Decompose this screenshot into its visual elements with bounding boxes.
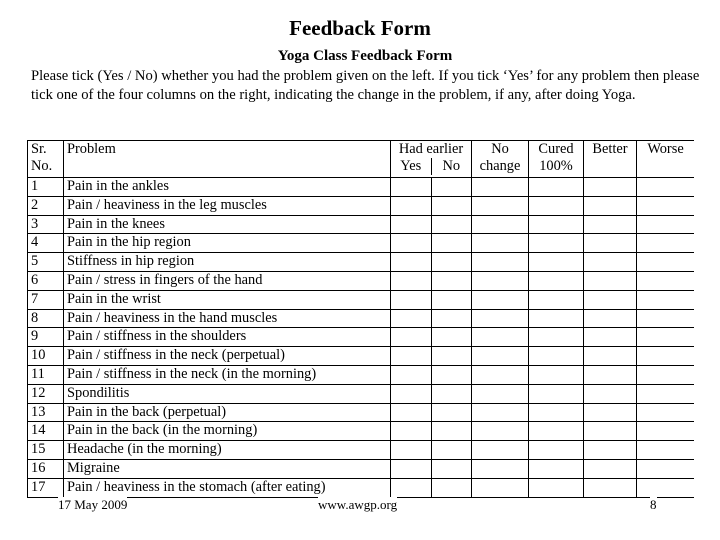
table-header-row (28, 141, 695, 178)
header-no: No (442, 158, 461, 174)
cured-checkbox-cell[interactable] (529, 384, 584, 403)
table-row (28, 178, 695, 197)
no-change-checkbox-cell[interactable] (472, 497, 529, 498)
yes-checkbox-cell[interactable] (391, 478, 432, 497)
worse-checkbox-cell[interactable] (637, 403, 694, 422)
cured-checkbox-cell[interactable] (529, 441, 584, 460)
no-checkbox-cell[interactable] (432, 328, 472, 347)
better-checkbox-cell[interactable] (584, 347, 637, 366)
no-checkbox-cell[interactable] (432, 365, 472, 384)
cured-checkbox-cell[interactable] (529, 271, 584, 290)
yes-checkbox-cell[interactable] (391, 196, 432, 215)
better-checkbox-cell[interactable] (584, 478, 637, 497)
footer-date: 17 May 2009 (58, 497, 127, 517)
worse-checkbox-cell[interactable] (637, 253, 694, 272)
header-had-earlier-label: Had earlier (398, 141, 464, 157)
no-change-checkbox-cell[interactable] (472, 290, 529, 309)
row-number: 6 (28, 271, 64, 290)
row-number: 11 (28, 365, 64, 384)
worse-checkbox-cell[interactable] (637, 459, 694, 478)
cured-checkbox-cell[interactable] (529, 478, 584, 497)
table-row (28, 384, 695, 403)
row-number: 3 (28, 215, 64, 234)
no-change-checkbox-cell[interactable] (472, 365, 529, 384)
header-better: Better (584, 141, 637, 178)
row-problem: Pain in the knees (64, 215, 391, 234)
header-sr-no: Sr. No. (28, 141, 64, 178)
row-number: 5 (28, 253, 64, 272)
yes-checkbox-cell[interactable] (391, 328, 432, 347)
no-change-checkbox-cell[interactable] (472, 215, 529, 234)
no-change-checkbox-cell[interactable] (472, 403, 529, 422)
form-instructions: Please tick (Yes / No) whether you had the problem given on the left. If you tick ‘Yes’ for any problem then please tick one of the four columns on the right, indicating the change in the problem, if any, after doing Yoga. (31, 68, 700, 103)
row-problem: Pain / heaviness in the leg muscles (64, 196, 391, 215)
worse-checkbox-cell[interactable] (637, 215, 694, 234)
no-checkbox-cell[interactable] (432, 234, 472, 253)
table-row (28, 459, 695, 478)
row-number: 9 (28, 328, 64, 347)
better-checkbox-cell[interactable] (584, 215, 637, 234)
row-problem: Pain / stiffness in the neck (perpetual) (64, 347, 391, 366)
header-yes-no (391, 158, 471, 175)
table-row (28, 309, 695, 328)
table-row (28, 403, 695, 422)
no-change-checkbox-cell[interactable] (472, 441, 529, 460)
no-change-checkbox-cell[interactable] (472, 328, 529, 347)
no-change-checkbox-cell[interactable] (472, 178, 529, 197)
worse-checkbox-cell[interactable] (637, 441, 694, 460)
worse-checkbox-cell[interactable] (637, 196, 694, 215)
cured-checkbox-cell[interactable] (529, 290, 584, 309)
worse-checkbox-cell[interactable] (637, 365, 694, 384)
worse-checkbox-cell[interactable] (637, 178, 694, 197)
cured-checkbox-cell[interactable] (529, 196, 584, 215)
no-change-checkbox-cell[interactable] (472, 347, 529, 366)
table-row (28, 196, 695, 215)
row-number: 13 (28, 403, 64, 422)
table-row (28, 234, 695, 253)
no-checkbox-cell[interactable] (432, 441, 472, 460)
row-number: 14 (28, 422, 64, 441)
no-checkbox-cell[interactable] (432, 178, 472, 197)
better-checkbox-cell[interactable] (584, 365, 637, 384)
better-checkbox-cell[interactable] (584, 497, 637, 498)
better-checkbox-cell[interactable] (584, 328, 637, 347)
table-row (28, 215, 695, 234)
row-problem: Pain in the ankles (64, 178, 391, 197)
yes-checkbox-cell[interactable] (391, 384, 432, 403)
footer-site: www.awgp.org (318, 497, 397, 517)
yes-checkbox-cell[interactable] (391, 441, 432, 460)
worse-checkbox-cell[interactable] (637, 478, 694, 497)
worse-checkbox-cell[interactable] (637, 497, 694, 498)
yes-checkbox-cell[interactable] (391, 290, 432, 309)
no-change-checkbox-cell[interactable] (472, 478, 529, 497)
cured-checkbox-cell[interactable] (529, 234, 584, 253)
cured-checkbox-cell[interactable] (529, 253, 584, 272)
yes-checkbox-cell[interactable] (391, 234, 432, 253)
worse-checkbox-cell[interactable] (637, 271, 694, 290)
no-change-checkbox-cell[interactable] (472, 253, 529, 272)
row-problem: Pain in the back (in the morning) (64, 422, 391, 441)
footer-page-number: 8 (650, 497, 657, 517)
row-problem: Pain / stiffness in the shoulders (64, 328, 391, 347)
no-checkbox-cell[interactable] (432, 459, 472, 478)
no-checkbox-cell[interactable] (432, 422, 472, 441)
row-problem: Pain in the wrist (64, 290, 391, 309)
row-number: 17 (28, 478, 64, 497)
cured-checkbox-cell[interactable] (529, 422, 584, 441)
header-no-change: No change (472, 141, 529, 178)
no-checkbox-cell[interactable] (432, 384, 472, 403)
worse-checkbox-cell[interactable] (637, 290, 694, 309)
yes-checkbox-cell[interactable] (391, 422, 432, 441)
row-problem: Pain in the back (perpetual) (64, 403, 391, 422)
row-number: 8 (28, 309, 64, 328)
worse-checkbox-cell[interactable] (637, 234, 694, 253)
better-checkbox-cell[interactable] (584, 271, 637, 290)
no-change-checkbox-cell[interactable] (472, 234, 529, 253)
table-row (28, 290, 695, 309)
header-yes: Yes (391, 158, 432, 175)
cured-checkbox-cell[interactable] (529, 459, 584, 478)
cured-checkbox-cell[interactable] (529, 215, 584, 234)
cured-checkbox-cell[interactable] (529, 365, 584, 384)
worse-checkbox-cell[interactable] (637, 347, 694, 366)
no-checkbox-cell[interactable] (432, 497, 472, 498)
better-checkbox-cell[interactable] (584, 441, 637, 460)
row-number: 7 (28, 290, 64, 309)
no-change-checkbox-cell[interactable] (472, 384, 529, 403)
header-cured: Cured 100% (529, 141, 584, 178)
worse-checkbox-cell[interactable] (637, 309, 694, 328)
worse-checkbox-cell[interactable] (637, 384, 694, 403)
row-number: 12 (28, 384, 64, 403)
no-checkbox-cell[interactable] (432, 215, 472, 234)
cured-checkbox-cell[interactable] (529, 347, 584, 366)
yes-checkbox-cell[interactable] (391, 271, 432, 290)
row-problem: Stiffness in hip region (64, 253, 391, 272)
header-worse: Worse (637, 141, 694, 178)
row-number: 2 (28, 196, 64, 215)
better-checkbox-cell[interactable] (584, 196, 637, 215)
worse-checkbox-cell[interactable] (637, 422, 694, 441)
table-row (28, 328, 695, 347)
header-problem: Problem (64, 141, 391, 178)
slide-title: Feedback Form (289, 16, 431, 40)
table-row (28, 478, 695, 497)
row-problem: Spondilitis (64, 384, 391, 403)
cured-checkbox-cell[interactable] (529, 497, 584, 498)
feedback-table-container (27, 140, 694, 498)
no-checkbox-cell[interactable] (432, 309, 472, 328)
no-checkbox-cell[interactable] (432, 271, 472, 290)
yes-checkbox-cell[interactable] (391, 178, 432, 197)
row-problem: Migraine (64, 459, 391, 478)
yes-checkbox-cell[interactable] (391, 459, 432, 478)
feedback-table (27, 140, 694, 498)
table-row (28, 271, 695, 290)
better-checkbox-cell[interactable] (584, 178, 637, 197)
table-row (28, 347, 695, 366)
no-checkbox-cell[interactable] (432, 403, 472, 422)
cured-checkbox-cell[interactable] (529, 178, 584, 197)
cured-checkbox-cell[interactable] (529, 328, 584, 347)
yes-checkbox-cell[interactable] (391, 347, 432, 366)
yes-checkbox-cell[interactable] (391, 309, 432, 328)
no-checkbox-cell[interactable] (432, 347, 472, 366)
no-change-checkbox-cell[interactable] (472, 422, 529, 441)
no-checkbox-cell[interactable] (432, 290, 472, 309)
row-number: 10 (28, 347, 64, 366)
better-checkbox-cell[interactable] (584, 384, 637, 403)
no-change-checkbox-cell[interactable] (472, 196, 529, 215)
cured-checkbox-cell[interactable] (529, 403, 584, 422)
better-checkbox-cell[interactable] (584, 234, 637, 253)
better-checkbox-cell[interactable] (584, 309, 637, 328)
header-had-earlier (391, 141, 472, 178)
row-number: 15 (28, 441, 64, 460)
better-checkbox-cell[interactable] (584, 290, 637, 309)
better-checkbox-cell[interactable] (584, 253, 637, 272)
no-change-checkbox-cell[interactable] (472, 309, 529, 328)
worse-checkbox-cell[interactable] (637, 328, 694, 347)
yes-checkbox-cell[interactable] (391, 403, 432, 422)
row-problem: Pain / stress in fingers of the hand (64, 271, 391, 290)
yes-checkbox-cell[interactable] (391, 215, 432, 234)
row-number: 4 (28, 234, 64, 253)
yes-checkbox-cell[interactable] (391, 253, 432, 272)
cured-checkbox-cell[interactable] (529, 309, 584, 328)
row-problem: Headache (in the morning) (64, 441, 391, 460)
better-checkbox-cell[interactable] (584, 403, 637, 422)
better-checkbox-cell[interactable] (584, 459, 637, 478)
row-problem: Pain / heaviness in the hand muscles (64, 309, 391, 328)
yes-checkbox-cell[interactable] (391, 365, 432, 384)
row-number: 16 (28, 459, 64, 478)
form-title: Yoga Class Feedback Form (277, 48, 453, 64)
table-row (28, 253, 695, 272)
no-checkbox-cell[interactable] (432, 478, 472, 497)
no-change-checkbox-cell[interactable] (472, 459, 529, 478)
table-row (28, 365, 695, 384)
table-row (28, 441, 695, 460)
row-number: 1 (28, 178, 64, 197)
table-row (28, 422, 695, 441)
no-checkbox-cell[interactable] (432, 196, 472, 215)
row-problem: Pain / stiffness in the neck (in the morning) (64, 365, 391, 384)
table-body (28, 178, 695, 499)
row-problem: Pain / heaviness in the stomach (after eating) (64, 478, 391, 497)
better-checkbox-cell[interactable] (584, 422, 637, 441)
no-change-checkbox-cell[interactable] (472, 271, 529, 290)
row-problem: Pain in the hip region (64, 234, 391, 253)
no-checkbox-cell[interactable] (432, 253, 472, 272)
